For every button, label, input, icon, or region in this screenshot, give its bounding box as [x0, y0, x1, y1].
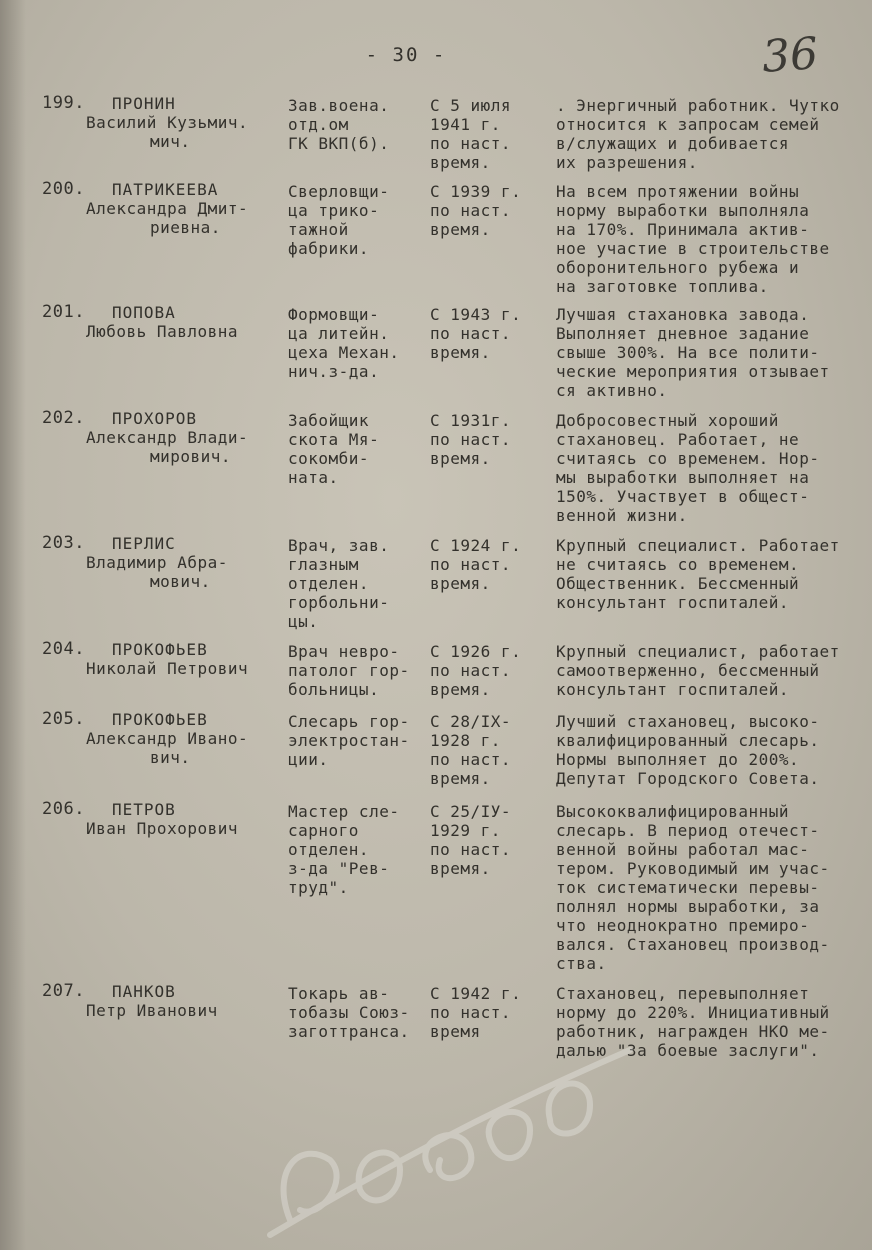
- entry-period-line: С 1942 г.: [430, 984, 522, 1003]
- entry-description-line: их разрешения.: [556, 153, 698, 172]
- entry-position-line: тобазы Союз-: [288, 1003, 410, 1022]
- entry-description-line: ное участие в строительстве: [556, 239, 830, 258]
- entry-position-line: цы.: [288, 612, 319, 631]
- entry-name-line: Александр Ивано-: [86, 729, 249, 748]
- entry-description-line: ства.: [556, 954, 607, 973]
- entry-period-line: С 1939 г.: [430, 182, 522, 201]
- entry-position-line: заготтранса.: [288, 1022, 410, 1041]
- entry-name-line: мич.: [150, 132, 191, 151]
- entry-name-line: Александр Влади-: [86, 428, 249, 447]
- entry-position-line: отделен.: [288, 574, 370, 593]
- entry-surname: ПРОХОРОВ: [112, 409, 198, 428]
- entry-name-line: Александра Дмит-: [86, 199, 249, 218]
- entry-period-line: время.: [430, 859, 491, 878]
- entry-name-line: Иван Прохорович: [86, 819, 238, 838]
- entry-position-line: отд.ом: [288, 115, 349, 134]
- entry-description-line: Нормы выполняет до 200%.: [556, 750, 800, 769]
- entry-description-line: Лучший стахановец, высоко-: [556, 712, 820, 731]
- entry-surname: ПРОНИН: [112, 94, 176, 113]
- entry-name-line: Петр Иванович: [86, 1001, 218, 1020]
- entry-position-line: Врач невро-: [288, 642, 400, 661]
- entry-position-line: фабрики.: [288, 239, 370, 258]
- entry-description-line: считаясь со временем. Нор-: [556, 449, 820, 468]
- entry-period-line: по наст.: [430, 430, 512, 449]
- entry-description-line: на заготовке топлива.: [556, 277, 769, 296]
- entry-surname: ПЕРЛИС: [112, 534, 176, 553]
- entry-description-line: квалифицированный слесарь.: [556, 731, 820, 750]
- entry-position-line: ца литейн.: [288, 324, 390, 343]
- entry-description-line: консультант госпиталей.: [556, 593, 790, 612]
- entry-position-line: Формовщи-: [288, 305, 380, 324]
- entry-position-line: нич.з-да.: [288, 362, 380, 381]
- entry-name-line: Любовь Павловна: [86, 322, 238, 341]
- entry-position-line: Забойщик: [288, 411, 370, 430]
- entry-description-line: на 170%. Принимала актив-: [556, 220, 810, 239]
- entry-period-line: С 1943 г.: [430, 305, 522, 324]
- entry-description-line: стахановец. Работает, не: [556, 430, 800, 449]
- entry-description-line: работник, награжден НКО ме-: [556, 1022, 830, 1041]
- entry-period-line: по наст.: [430, 661, 512, 680]
- page-number: - 30 -: [365, 44, 447, 66]
- entry-position-line: цеха Механ.: [288, 343, 400, 362]
- entry-surname: ПАТРИКЕЕВА: [112, 180, 219, 199]
- entry-position-line: отделен.: [288, 840, 370, 859]
- entry-description-line: норму выработки выполняла: [556, 201, 810, 220]
- entry-position-line: Сверловщи-: [288, 182, 390, 201]
- entry-period-line: по наст.: [430, 840, 512, 859]
- entry-description-line: ток систематически перевы-: [556, 878, 820, 897]
- entry-period-line: С 1924 г.: [430, 536, 522, 555]
- entry-description-line: мы выработки выполняет на: [556, 468, 810, 487]
- entry-number: 201.: [42, 302, 85, 322]
- entry-description-line: тером. Руководимый им учас-: [556, 859, 830, 878]
- entry-period-line: время.: [430, 343, 491, 362]
- entry-surname: ПРОКОФЬЕВ: [112, 640, 208, 659]
- entry-description-line: относится к запросам семей: [556, 115, 820, 134]
- entry-period-line: по наст.: [430, 750, 512, 769]
- entry-number: 204.: [42, 639, 85, 659]
- entry-number: 207.: [42, 981, 85, 1001]
- entry-position-line: больницы.: [288, 680, 380, 699]
- entry-period-line: С 1926 г.: [430, 642, 522, 661]
- entry-number: 200.: [42, 179, 85, 199]
- entry-description-line: Выполняет дневное задание: [556, 324, 810, 343]
- entry-description-line: консультант госпиталей.: [556, 680, 790, 699]
- entry-position-line: Токарь ав-: [288, 984, 390, 1003]
- entry-description-line: Крупный специалист, работает: [556, 642, 840, 661]
- entry-position-line: горбольни-: [288, 593, 390, 612]
- entry-period-line: по наст.: [430, 134, 512, 153]
- entry-surname: ПАНКОВ: [112, 982, 176, 1001]
- entry-description-line: Добросовестный хороший: [556, 411, 779, 430]
- entry-name-line: риевна.: [150, 218, 221, 237]
- entry-period-line: по наст.: [430, 1003, 512, 1022]
- entry-surname: ПЕТРОВ: [112, 800, 176, 819]
- entry-period-line: время.: [430, 220, 491, 239]
- entry-description-line: в/служащих и добивается: [556, 134, 790, 153]
- entry-name-line: Василий Кузьмич.: [86, 113, 249, 132]
- entry-period-line: время.: [430, 769, 491, 788]
- entry-description-line: не считаясь со временем.: [556, 555, 800, 574]
- entry-period-line: С 25/IУ-: [430, 802, 512, 821]
- entry-position-line: ции.: [288, 750, 329, 769]
- entry-description-line: На всем протяжении войны: [556, 182, 800, 201]
- entry-description-line: Общественник. Бессменный: [556, 574, 800, 593]
- entry-position-line: патолог гор-: [288, 661, 410, 680]
- entry-number: 206.: [42, 799, 85, 819]
- entry-description-line: что неоднократно премиро-: [556, 916, 810, 935]
- entry-position-line: сокомби-: [288, 449, 370, 468]
- entry-description-line: норму до 220%. Инициативный: [556, 1003, 830, 1022]
- entry-period-line: 1928 г.: [430, 731, 501, 750]
- entry-description-line: слесарь. В период отечест-: [556, 821, 820, 840]
- entry-description-line: самоотверженно, бессменный: [556, 661, 820, 680]
- entry-number: 203.: [42, 533, 85, 553]
- entry-description-line: венной жизни.: [556, 506, 688, 525]
- entry-name-line: Николай Петрович: [86, 659, 249, 678]
- entry-number: 205.: [42, 709, 85, 729]
- entry-position-line: ГК ВКП(б).: [288, 134, 390, 153]
- entry-description-line: 150%. Участвует в общест-: [556, 487, 810, 506]
- entry-period-line: по наст.: [430, 201, 512, 220]
- entry-position-line: з-да "Рев-: [288, 859, 390, 878]
- entry-position-line: глазным: [288, 555, 359, 574]
- entry-description-line: оборонительного рубежа и: [556, 258, 800, 277]
- entry-position-line: тажной: [288, 220, 349, 239]
- entry-period-line: время.: [430, 574, 491, 593]
- entry-period-line: время: [430, 1022, 481, 1041]
- entry-number: 202.: [42, 408, 85, 428]
- entry-period-line: время.: [430, 680, 491, 699]
- entry-period-line: 1941 г.: [430, 115, 501, 134]
- entry-name-line: Владимир Абра-: [86, 553, 228, 572]
- entry-period-line: С 28/IX-: [430, 712, 512, 731]
- entry-period-line: 1929 г.: [430, 821, 501, 840]
- entry-name-line: мович.: [150, 572, 211, 591]
- entry-description-line: ческие мероприятия отзывает: [556, 362, 830, 381]
- entry-period-line: С 1931г.: [430, 411, 512, 430]
- entry-position-line: Зав.воена.: [288, 96, 390, 115]
- entry-position-line: электростан-: [288, 731, 410, 750]
- entry-description-line: ся активно.: [556, 381, 668, 400]
- entry-period-line: время.: [430, 449, 491, 468]
- entry-surname: ПОПОВА: [112, 303, 176, 322]
- entry-description-line: полнял нормы выработки, за: [556, 897, 820, 916]
- entry-description-line: Депутат Городского Совета.: [556, 769, 820, 788]
- entry-surname: ПРОКОФЬЕВ: [112, 710, 208, 729]
- entry-description-line: вался. Стахановец производ-: [556, 935, 830, 954]
- entry-number: 199.: [42, 93, 85, 113]
- entry-position-line: ната.: [288, 468, 339, 487]
- entry-description-line: венной войны работал мас-: [556, 840, 810, 859]
- entry-position-line: Врач, зав.: [288, 536, 390, 555]
- entry-name-line: мирович.: [150, 447, 232, 466]
- entry-description-line: Крупный специалист. Работает: [556, 536, 840, 555]
- entry-position-line: скота Мя-: [288, 430, 380, 449]
- entry-position-line: Слесарь гор-: [288, 712, 410, 731]
- entry-description-line: Стахановец, перевыполняет: [556, 984, 810, 1003]
- entry-description-line: Лучшая стахановка завода.: [556, 305, 810, 324]
- entry-period-line: время.: [430, 153, 491, 172]
- entry-position-line: сарного: [288, 821, 359, 840]
- entry-name-line: вич.: [150, 748, 191, 767]
- entry-description-line: свыше 300%. На все полити-: [556, 343, 820, 362]
- entry-description-line: далью "За боевые заслуги".: [556, 1041, 820, 1060]
- entry-position-line: ца трико-: [288, 201, 380, 220]
- archive-sheet-number: 36: [760, 28, 820, 83]
- entry-position-line: труд".: [288, 878, 349, 897]
- entry-description-line: . Энергичный работник. Чутко: [556, 96, 840, 115]
- entry-position-line: Мастер сле-: [288, 802, 400, 821]
- entry-period-line: С 5 июля: [430, 96, 512, 115]
- entry-period-line: по наст.: [430, 324, 512, 343]
- entry-description-line: Высококвалифицированный: [556, 802, 790, 821]
- entry-period-line: по наст.: [430, 555, 512, 574]
